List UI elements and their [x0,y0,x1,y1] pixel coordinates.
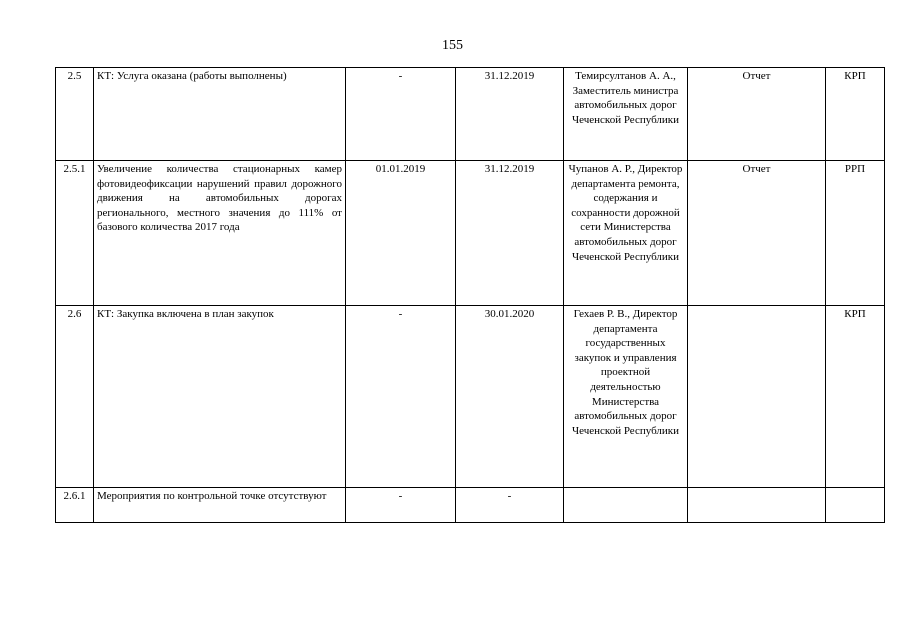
row-start-date-cell: - [346,68,456,161]
row-level-cell [826,488,885,523]
row-responsible-cell: Чупанов А. Р., Директор департамента ремонта, содержания и сохранности дорожной сети Министерства автомобильных дорог Чеченской Республики [564,161,688,306]
row-end-date-cell: 30.01.2020 [456,306,564,488]
row-name-cell: КТ: Услуга оказана (работы выполнены) [94,68,346,161]
row-end-date-cell: - [456,488,564,523]
table-row [56,161,885,306]
row-end-date-cell: 31.12.2019 [456,161,564,306]
row-document-cell: Отчет [688,161,826,306]
row-document-cell [688,306,826,488]
row-document-cell: Отчет [688,68,826,161]
row-name-cell: КТ: Закупка включена в план закупок [94,306,346,488]
row-level-cell: РРП [826,161,885,306]
row-responsible-cell [564,488,688,523]
row-end-date-cell: 31.12.2019 [456,68,564,161]
row-start-date-cell: - [346,306,456,488]
row-name-cell: Мероприятия по контрольной точке отсутствуют [94,488,346,523]
table-row [56,488,885,523]
table-row [56,306,885,488]
row-number-cell: 2.6 [56,306,94,488]
row-start-date-cell: - [346,488,456,523]
row-number-cell: 2.5 [56,68,94,161]
row-number-cell: 2.5.1 [56,161,94,306]
row-level-cell: КРП [826,306,885,488]
plan-table [55,67,885,523]
row-responsible-cell: Темирсултанов А. А., Заместитель министра автомобильных дорог Чеченской Республики [564,68,688,161]
row-level-cell: КРП [826,68,885,161]
page-number: 155 [442,38,463,53]
row-number-cell: 2.6.1 [56,488,94,523]
row-start-date-cell: 01.01.2019 [346,161,456,306]
row-document-cell [688,488,826,523]
table-row [56,68,885,161]
row-name-cell: Увеличение количества стационарных камер фотовидеофиксации нарушений правил дорожного движения на автомобильных дорогах регионального, местного значения до 111% от базового количества 2017 года [94,161,346,306]
row-responsible-cell: Гехаев Р. В., Директор департамента государственных закупок и управления проектной деятельностью Министерства автомобильных дорог Чеченской Республики [564,306,688,488]
